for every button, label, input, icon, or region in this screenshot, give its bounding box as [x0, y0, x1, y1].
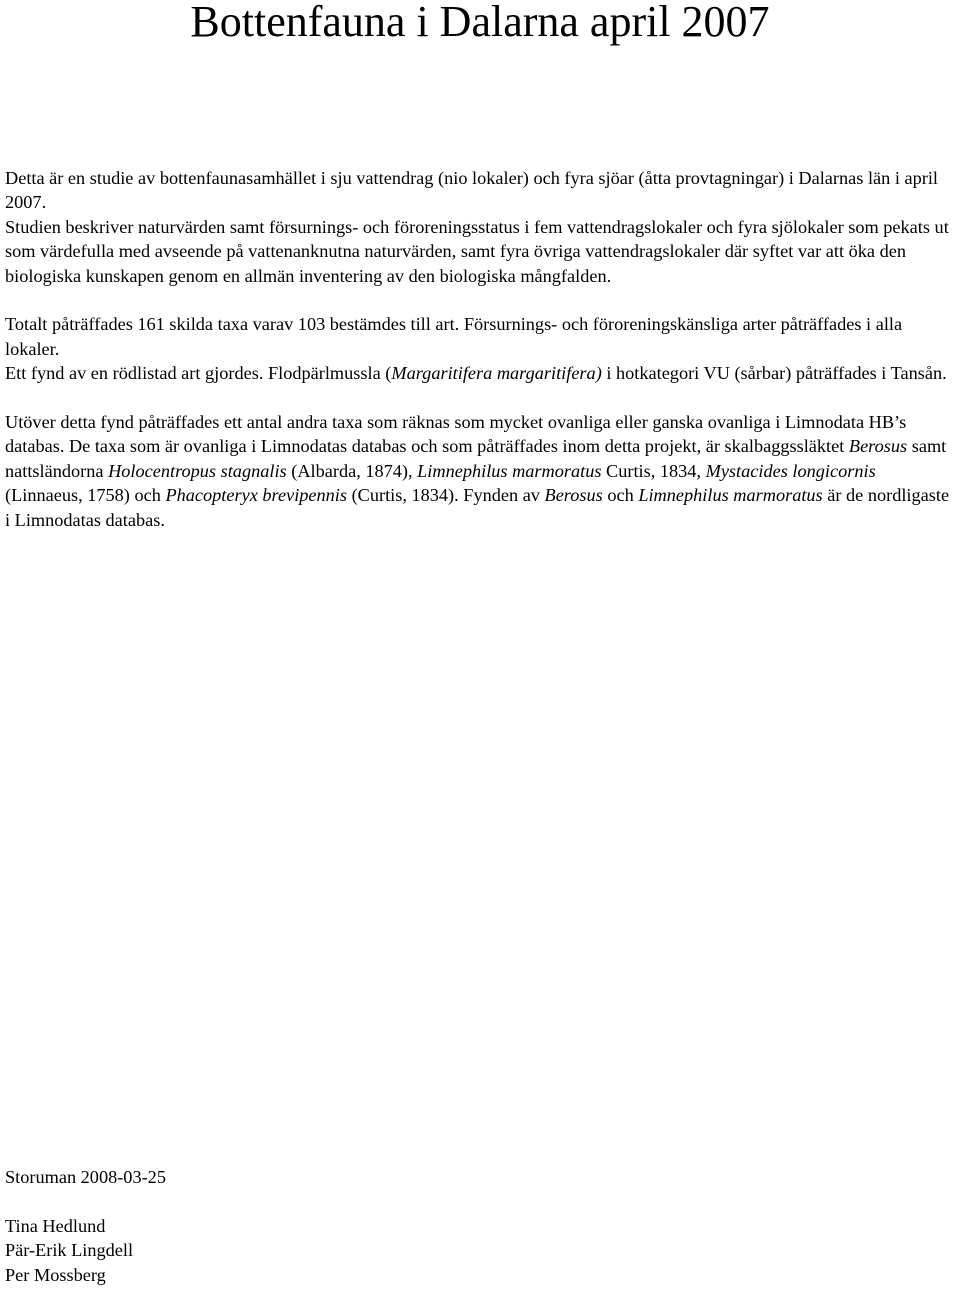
rare-text-7: och: [602, 485, 639, 506]
results-paragraph: [5, 312, 957, 385]
species-limnephilus-2: Limnephilus marmoratus: [638, 485, 823, 506]
intro-sentence-1: Detta är en studie av bottenfaunasamhället i sju vattendrag (nio lokaler) och fyra sjöar (åtta provtagningar) i Dalarnas län i april 2007.: [5, 168, 939, 213]
rare-text-5: (Linnaeus, 1758) och: [5, 485, 166, 506]
intro-sentence-2: Studien beskriver naturvärden samt försurnings- och föroreningsstatus i fem vattendragslokaler och fyra sjölokaler som pekats ut som värdefulla med avseende på vattenanknutna naturvärden, samt fyra övriga vattendragslokaler där syftet var att öka den biologiska kunskapen genom en allmän inventering av den biologiska mångfalden.: [5, 216, 949, 286]
redlist-species-name: Margaritifera margaritifera): [391, 363, 602, 384]
rare-text-8: är de nordligaste i Limnodatas databas.: [5, 485, 950, 530]
species-phacopteryx: Phacopteryx brevipennis: [165, 485, 347, 506]
redlist-text-start: Ett fynd av en rödlistad art gjordes. Flodpärlmussla (: [5, 363, 392, 384]
rare-taxa-paragraph: [5, 410, 957, 532]
redlist-text-end: i hotkategori VU (sårbar) påträffades i Tansån.: [601, 363, 947, 384]
document-footer: [5, 1165, 605, 1287]
rare-text-2: samt nattsländorna: [5, 436, 947, 481]
species-berosus-2: Berosus: [544, 485, 603, 506]
author-1: Tina Hedlund: [5, 1215, 106, 1236]
place-date: Storuman 2008-03-25: [5, 1167, 166, 1187]
intro-paragraph: [5, 166, 957, 288]
species-mystacides: Mystacides longicornis: [705, 460, 876, 481]
author-3: Per Mossberg: [5, 1264, 106, 1285]
rare-text-1: Utöver detta fynd påträffades ett antal andra taxa som räknas som mycket ovanliga eller ganska ovanliga i Limnodata HB’s databas. De taxa som är ovanliga i Limnodatas databas och som påträffades inom detta projekt, är skalbaggssläktet: [5, 412, 907, 457]
document-body: [5, 166, 957, 532]
rare-text-3: (Albarda, 1874),: [286, 460, 418, 481]
species-berosus: Berosus: [848, 436, 908, 457]
results-total: Totalt påträffades 161 skilda taxa varav 103 bestämdes till art. Försurnings- och föroreningskänsliga arter påträffades i alla lokaler.: [5, 314, 903, 359]
species-holocentropus: Holocentropus stagnalis: [108, 460, 287, 481]
author-2: Pär-Erik Lingdell: [5, 1240, 134, 1261]
rare-text-4: Curtis, 1834,: [601, 460, 706, 481]
rare-text-6: (Curtis, 1834). Fynden av: [347, 485, 545, 506]
document-title: Bottenfauna i Dalarna april 2007: [190, 0, 770, 46]
species-limnephilus: Limnephilus marmoratus: [417, 460, 602, 481]
